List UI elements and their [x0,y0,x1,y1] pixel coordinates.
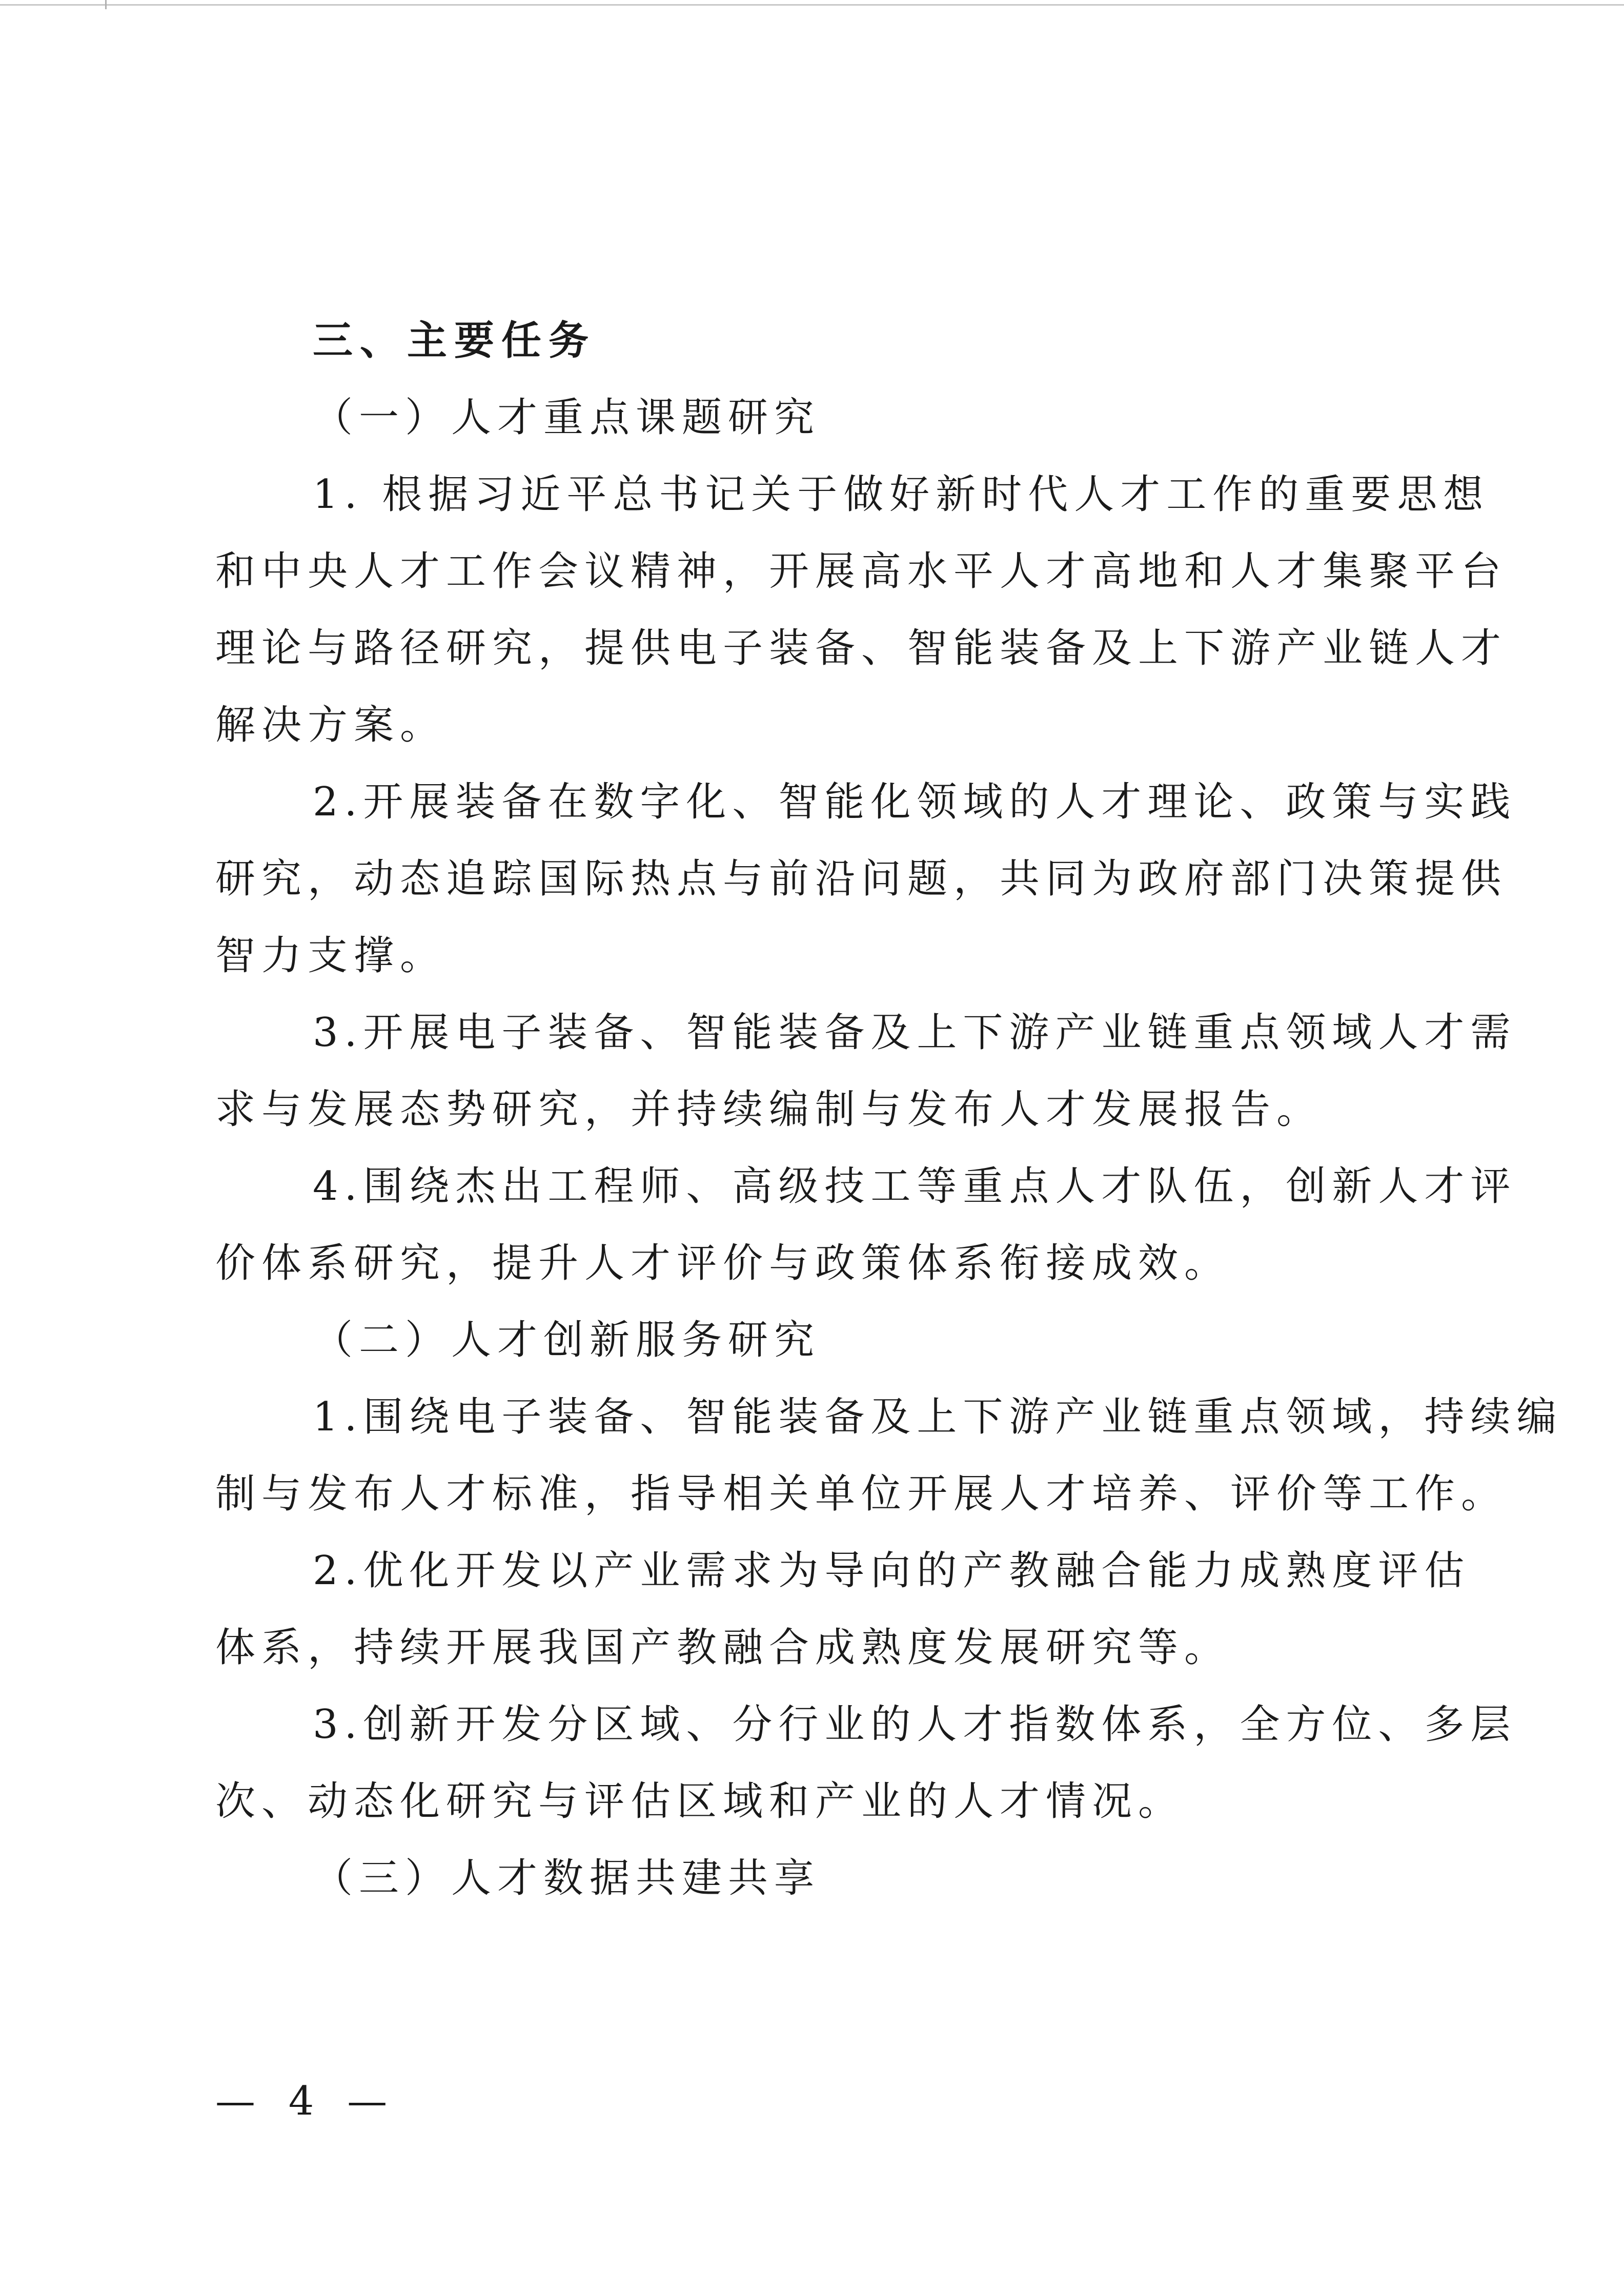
sub2-item3-line2: 次、动态化研究与评估区域和产业的人才情况。 [215,1778,1185,1824]
sub1-item2-line2: 研究，动态追踪国际热点与前沿问题，共同为政府部门决策提供 [215,856,1508,902]
sub1-item1-line2: 和中央人才工作会议精神，开展高水平人才高地和人才集聚平台 [215,548,1508,594]
section-heading: 三、主要任务 [313,317,596,364]
page-number: — 4 — [215,2078,398,2124]
sub1-item4-line1: 4.围绕杰出工程师、高级技工等重点人才队伍，创新人才评 [313,1163,1517,1210]
sub2-item1-line1: 1.围绕电子装备、智能装备及上下游产业链重点领域，持续编 [313,1394,1563,1440]
sub1-item2-line1: 2.开展装备在数字化、智能化领域的人才理论、政策与实践 [313,779,1517,825]
sub2-item2-line1: 2.优化开发以产业需求为导向的产教融合能力成熟度评估 [313,1548,1471,1594]
sub1-item2-line3: 智力支撑。 [215,933,446,979]
sub1-item4-line2: 价体系研究，提升人才评价与政策体系衔接成效。 [215,1240,1231,1286]
sub1-item1-line3: 理论与路径研究，提供电子装备、智能装备及上下游产业链人才 [215,625,1508,671]
sub2-item1-line2: 制与发布人才标准，指导相关单位开展人才培养、评价等工作。 [215,1471,1508,1517]
subsection-1-title: （一）人才重点课题研究 [313,395,821,441]
sub1-item1-line1: 1. 根据习近平总书记关于做好新时代人才工作的重要思想 [313,471,1490,518]
sub2-item3-line1: 3.创新开发分区域、分行业的人才指数体系，全方位、多层 [313,1701,1517,1748]
sub1-item3-line2: 求与发展态势研究，并持续编制与发布人才发展报告。 [215,1086,1323,1133]
sub1-item3-line1: 3.开展电子装备、智能装备及上下游产业链重点领域人才需 [313,1010,1517,1056]
scan-top-tick [105,0,107,9]
scan-top-rule [0,4,1624,6]
sub2-item2-line2: 体系，持续开展我国产教融合成熟度发展研究等。 [215,1625,1231,1671]
document-body [215,302,1563,1917]
sub1-item1-line4: 解决方案。 [215,702,446,748]
subsection-3-title: （三）人才数据共建共享 [313,1855,821,1901]
subsection-2-title: （二）人才创新服务研究 [313,1317,821,1363]
